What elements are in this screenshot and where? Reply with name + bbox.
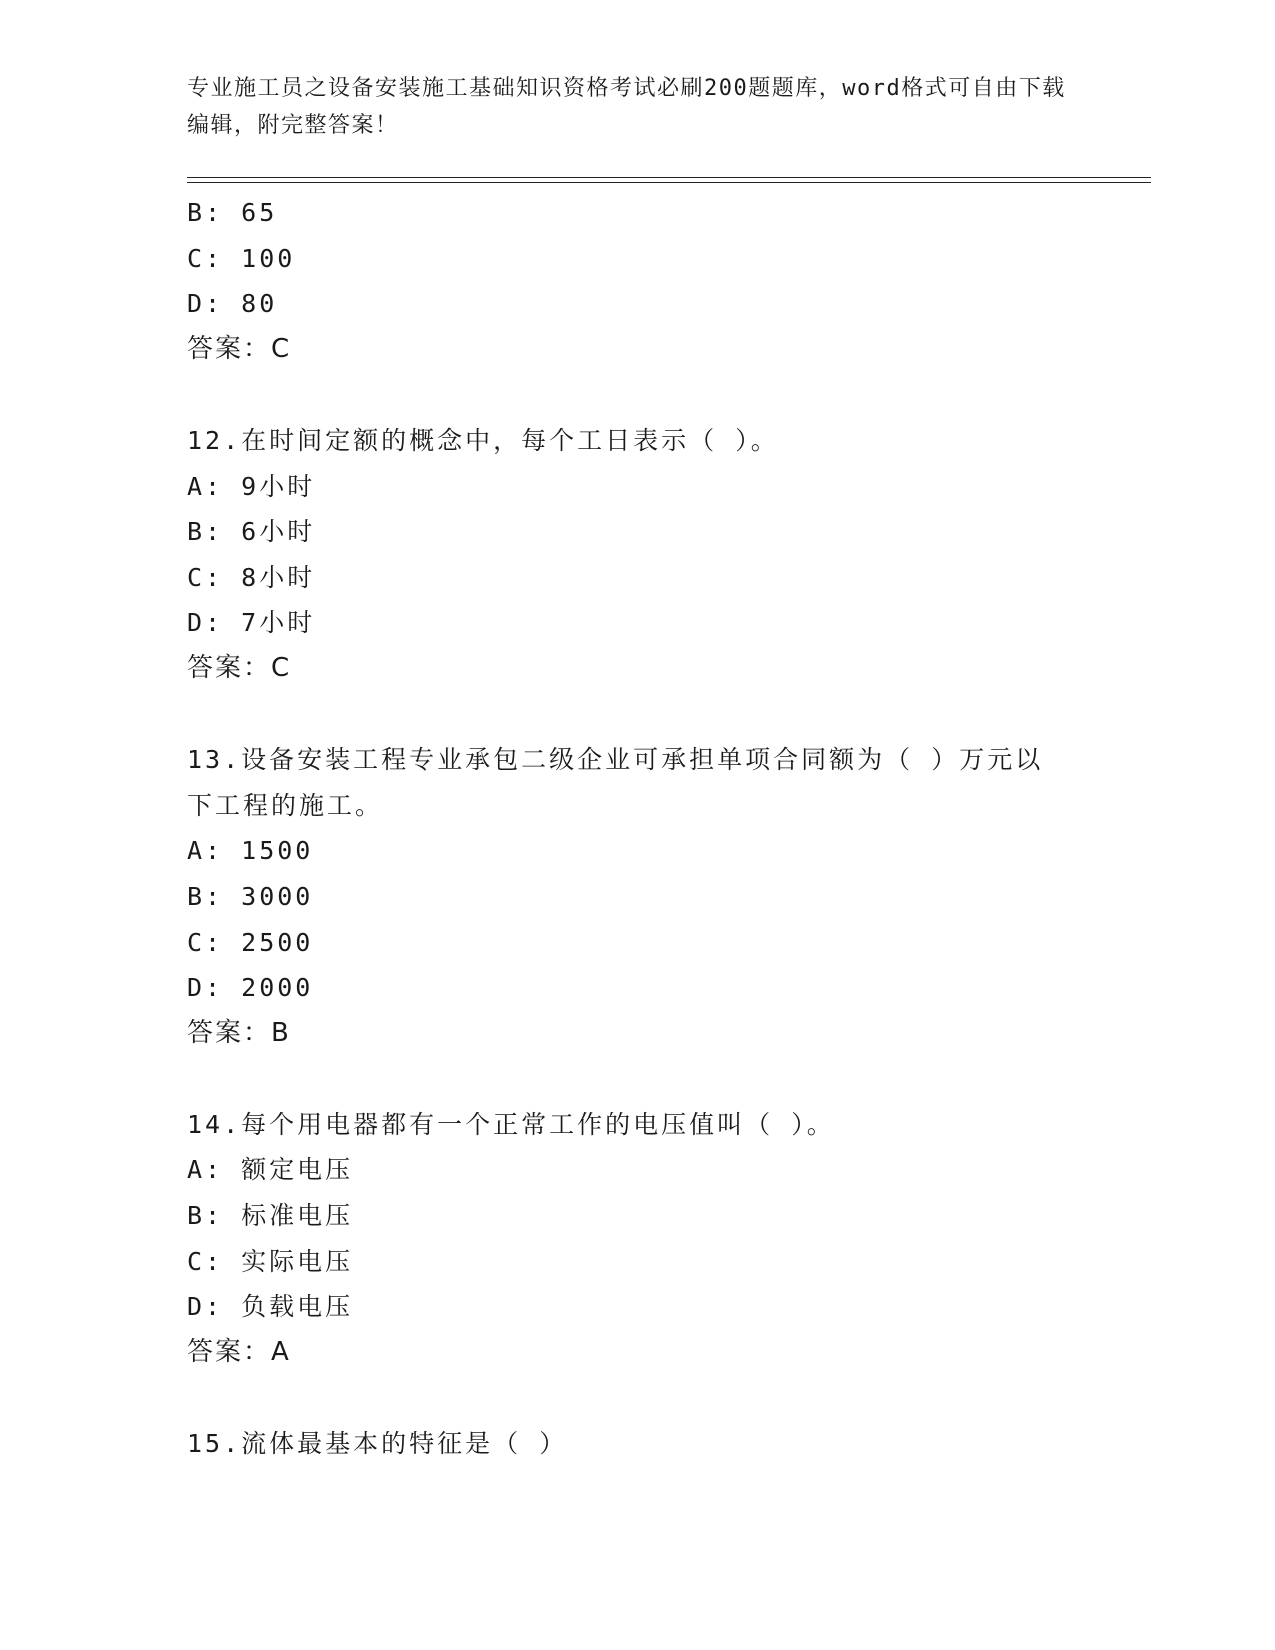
option-b: B: 3000 <box>187 881 314 911</box>
option-b: B: 6小时 <box>187 517 316 547</box>
question-13 <box>187 737 1087 1056</box>
spacer <box>187 372 1087 418</box>
question-text: 12.在时间定额的概念中，每个工日表示（ ）。 <box>187 425 779 455</box>
option-d: D: 7小时 <box>187 608 316 638</box>
answer-line: 答案：B <box>187 1017 291 1048</box>
spacer <box>187 1375 1087 1421</box>
answer-line: 答案：C <box>187 333 292 364</box>
question-text: 13.设备安装工程专业承包二级企业可承担单项合同额为（ ）万元以下工程的施工。 <box>187 745 1044 820</box>
spacer <box>187 692 1087 738</box>
spacer <box>187 1056 1087 1102</box>
question-text: 14.每个用电器都有一个正常工作的电压值叫（ ）。 <box>187 1109 835 1139</box>
header-divider-bottom <box>187 182 1151 183</box>
header-divider-top <box>187 177 1151 178</box>
question-text: 15.流体最基本的特征是（ ） <box>187 1429 568 1459</box>
document-header: 专业施工员之设备安装施工基础知识资格考试必刷200题题库，word格式可自由下载编辑，附完整答案！ <box>187 76 1066 138</box>
option-d: D: 2000 <box>187 973 314 1003</box>
option-a: A: 额定电压 <box>187 1155 354 1185</box>
option-c: C: 2500 <box>187 927 314 957</box>
option-c: C: 实际电压 <box>187 1246 354 1276</box>
answer-line: 答案：A <box>187 1336 291 1367</box>
option-d: D: 负载电压 <box>187 1292 354 1322</box>
question-11 <box>187 190 1087 372</box>
question-15 <box>187 1421 1087 1467</box>
option-a: A: 1500 <box>187 836 314 866</box>
question-12 <box>187 418 1087 692</box>
option-d: D: 80 <box>187 289 278 319</box>
question-list <box>187 190 1087 1467</box>
answer-line: 答案：C <box>187 652 292 683</box>
option-a: A: 9小时 <box>187 471 316 501</box>
question-14 <box>187 1102 1087 1376</box>
option-c: C: 8小时 <box>187 562 316 592</box>
option-b: B: 标准电压 <box>187 1201 354 1231</box>
option-b: B: 65 <box>187 198 278 227</box>
option-c: C: 100 <box>187 243 296 273</box>
